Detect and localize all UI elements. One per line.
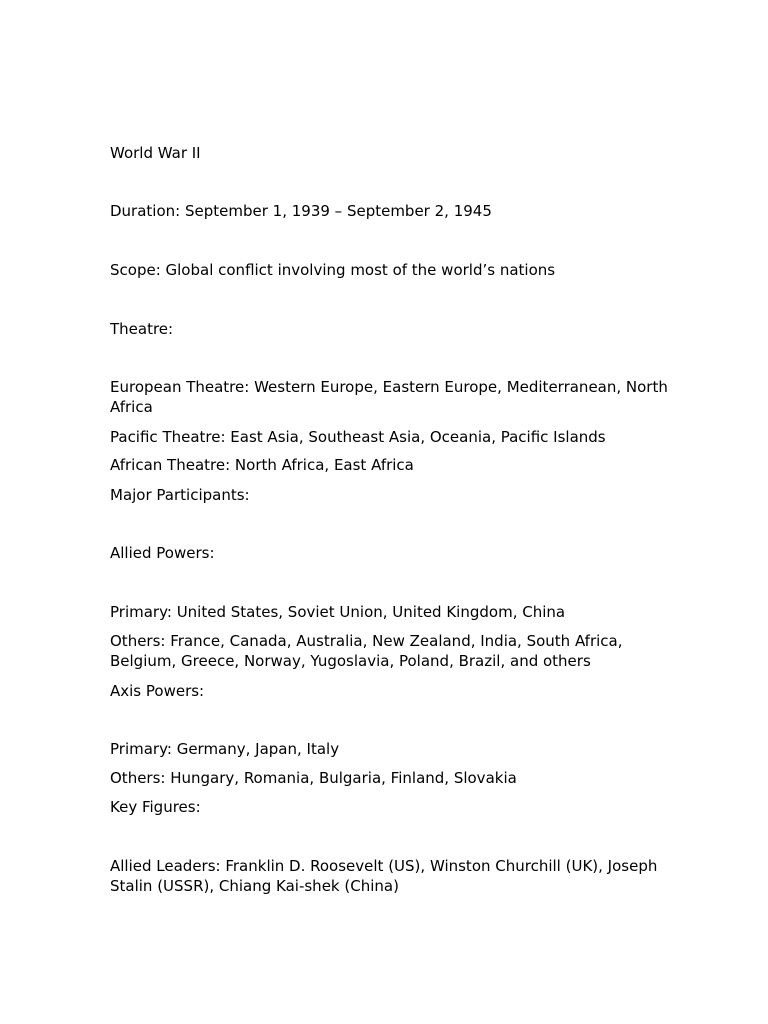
axis-powers-heading: Axis Powers: [110,682,205,700]
key-figures-heading: Key Figures: [110,798,201,816]
duration-line: Duration: September 1, 1939 – September 2, 1945 [110,202,492,220]
theatre-heading: Theatre: [110,320,174,338]
allied-powers-heading: Allied Powers: [110,544,215,562]
major-participants-heading: Major Participants: [110,486,250,504]
allied-others-line: Others: France, Canada, Australia, New Zealand, India, South Africa, Belgium, Greece, Norway, Yugoslavia, Poland, Brazil, and others [110,632,623,670]
european-theatre-line: European Theatre: Western Europe, Eastern Europe, Mediterranean, North Africa [110,378,668,416]
document-title: World War II [110,144,201,162]
axis-others-line: Others: Hungary, Romania, Bulgaria, Finland, Slovakia [110,769,517,787]
scope-line: Scope: Global conflict involving most of the world’s nations [110,261,556,279]
allied-primary-line: Primary: United States, Soviet Union, United Kingdom, China [110,603,566,621]
pacific-theatre-line: Pacific Theatre: East Asia, Southeast Asia, Oceania, Pacific Islands [110,428,606,446]
allied-leaders-line: Allied Leaders: Franklin D. Roosevelt (US), Winston Churchill (UK), Joseph Stalin (USSR), Chiang Kai-shek (China) [110,857,658,895]
axis-primary-line: Primary: Germany, Japan, Italy [110,740,340,758]
african-theatre-line: African Theatre: North Africa, East Africa [110,456,414,474]
